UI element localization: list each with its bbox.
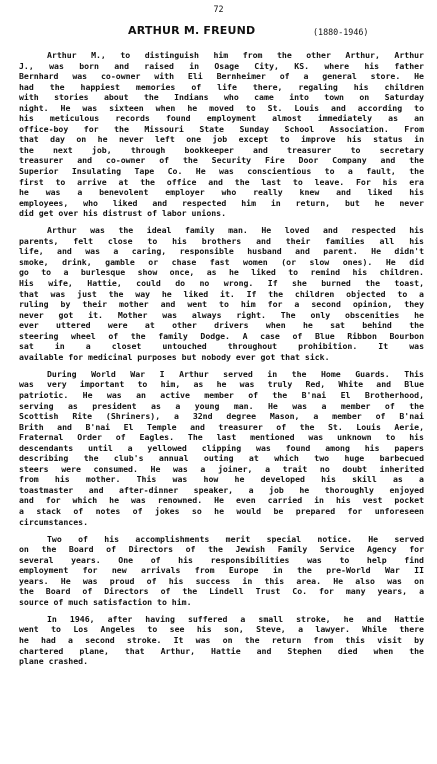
page-title: ARTHUR M. FREUND [128, 24, 256, 37]
text-line: available for medicinal purposes but nobody ever got that sick. [19, 351, 330, 362]
text-line: never got it. Mother was always right. The only obscenities he [19, 309, 424, 320]
text-line: Fraternal Order of Eagles. The last mentioned was unknown to his [19, 432, 424, 443]
text-line: Bernhard was co-owner with Eli Bernheimer of a general store. He [19, 71, 424, 82]
text-line: His wife, Hattie, could do no wrong. If she burned the toast, [19, 277, 424, 288]
text-line: chartered plane, that Arthur, Hattie and Stephen died when the [19, 645, 424, 656]
text-line: ruling by their mother and went to him for a second opinion, they [19, 299, 424, 310]
text-line: Arthur M., to distinguish him from the other Arthur, Arthur [47, 50, 424, 60]
text-line: sat in a closet untouched throughout prohibition. It was [19, 341, 424, 352]
paragraph [19, 50, 424, 219]
text-line: Two of his accomplishments merit special notice. He served [47, 533, 424, 544]
text-line: Arthur was the ideal family man. He loved and respected his [47, 225, 424, 236]
text-line: on the Board of Directors of the Jewish Family Service Agency for [19, 544, 424, 555]
text-line: During World War I Arthur served in the Home Guards. This [47, 368, 424, 379]
page-number: 72 [213, 4, 224, 14]
text-line: Scottish Rite (Shriners), a 32nd degree Mason, a member of B'nai [19, 411, 424, 422]
text-line: that day on he never left one job except to improve his status in [19, 134, 424, 145]
text-line: steering wheel of the family Dodge. A case of Blue Ribbon Bourbon [19, 330, 424, 341]
text-line: treasurer and co-owner of the Security Fire Door Company and the [19, 155, 424, 166]
text-line: ever uttered were at other drivers when he sat behind the [19, 320, 424, 331]
text-line: the Board of Directors of the Lindell Trust Co. for many years, a [19, 586, 424, 597]
text-line: Superior Insulating Tape Co. He was conscientious to a fault, the [19, 166, 424, 177]
paragraph [19, 225, 424, 362]
text-line: patriotic. He was an active member of the B'nai El Brotherhood, [19, 389, 424, 400]
text-line: In 1946, after having suffered a small stroke, he and Hattie [47, 613, 424, 624]
text-line: the next job, through bookkeeper and treasurer to secretary [19, 144, 424, 155]
text-line: went to Los Angeles to see his son, Steve, a lawyer. While there [19, 624, 424, 635]
text-line: go to a burlesque show once, as he liked to remind his children. [19, 267, 424, 278]
text-line: years. He was proud of his success in this area. He also was on [19, 575, 424, 586]
text-line: from his mother. This was how he developed his skill as a [19, 474, 424, 485]
text-line: and for which he was renowned. He even carried in his vest pocket [19, 495, 424, 506]
text-line: steers were consumed. He was a joiner, a trait no doubt inherited [19, 463, 424, 474]
life-dates: (1880-1946) [313, 27, 369, 37]
text-line: that was just the way he liked it. If the children objected to a [19, 288, 424, 299]
text-line: employees, who liked and respected him in return, but he never [19, 197, 424, 208]
text-line: source of much satisfaction to him. [19, 596, 192, 607]
text-line: had the happiest memories of life there, regaling his children [19, 81, 424, 92]
text-line: he had a second stroke. It was on the return from this visit by [19, 634, 424, 645]
text-line: office-boy for the Missouri State Sunday School Association. From [19, 123, 424, 134]
body-text [19, 50, 424, 673]
paragraph [19, 614, 424, 667]
text-line: his meticulous records found employment almost immediately as an [19, 113, 424, 124]
text-line: serving as president as a young man. He was a member of the [19, 400, 424, 411]
text-line: employment for new arrivals from Europe in the pre-World War II [19, 565, 424, 576]
text-line: with stories about the Indians who came into town on Saturday [19, 92, 424, 103]
text-line: night. He was sixteen when he moved to St. Louis and according to [19, 102, 424, 113]
text-line: Brith and B'nai El Temple and treasurer of the St. Louis Aerie, [19, 421, 424, 432]
paragraph [19, 369, 424, 527]
text-line: J., was born and raised in Osage City, KS. where his father [19, 60, 424, 71]
text-line: describing the club's annual outing at which two huge barbecued [19, 453, 424, 464]
text-line: several years. One of his responsibilities was to help find [19, 554, 424, 565]
text-line: was very important to him, as he was truly Red, White and Blue [19, 379, 424, 390]
text-line: first to arrive at the office and the last to leave. For his era [19, 176, 424, 187]
text-line: toastmaster and after-dinner speaker, a job he thoroughly enjoyed [19, 484, 424, 495]
text-line: a stack of notes of jokes so he would be prepared for unforeseen [19, 505, 424, 516]
text-line: did get over his distrust of labor unions. [19, 208, 227, 219]
text-line: parents, felt close to his brothers and their families all his [19, 235, 424, 246]
text-line: he was a benevolent employer who really knew and liked his [19, 187, 424, 198]
text-line: smoke, drink, gamble or chase fast women (or slow ones). He did [19, 256, 424, 267]
paragraph [19, 534, 424, 608]
text-line: circumstances. [19, 516, 89, 527]
text-line: plane crashed. [19, 656, 89, 667]
text-line: descendants until a yellowed clipping was found among his papers [19, 442, 424, 453]
text-line: life, and was a caring, responsible husband and parent. He didn't [19, 246, 424, 257]
